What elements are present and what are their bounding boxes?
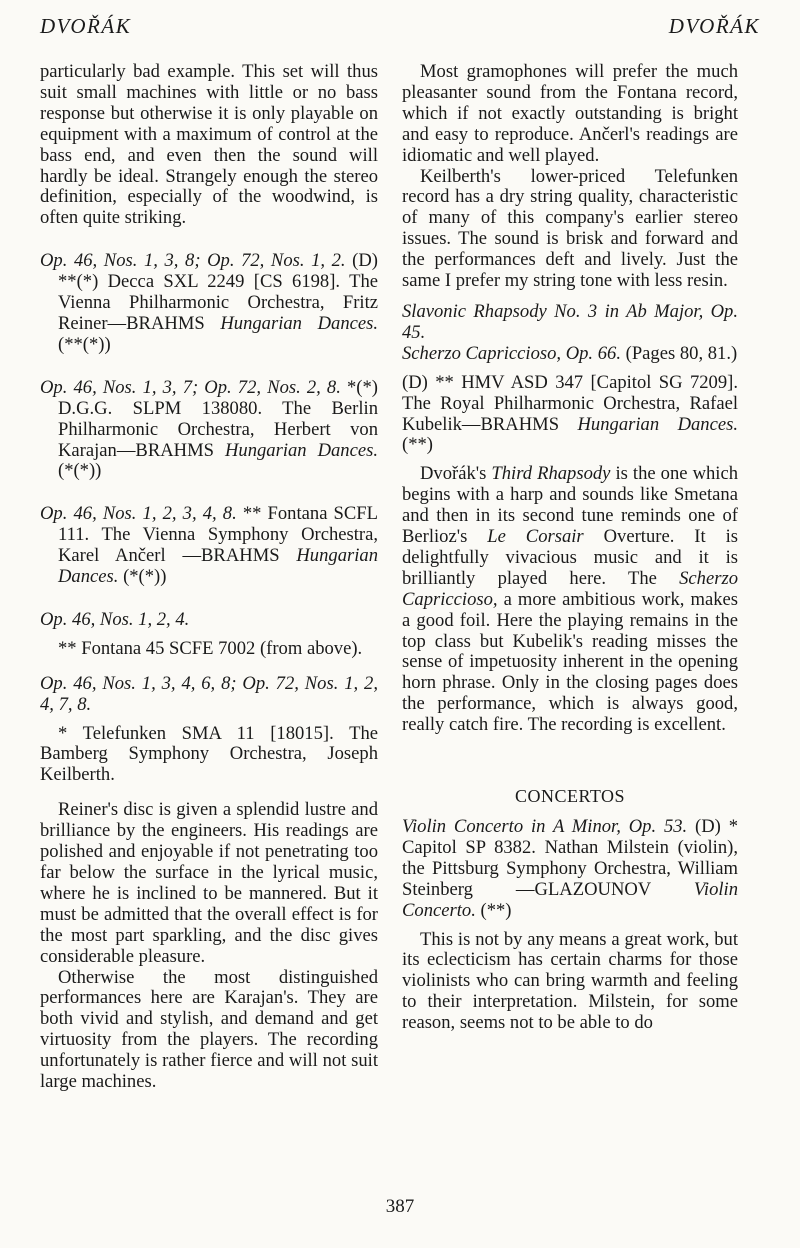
review-paragraph-karajan: Otherwise the most distinguished performances here are Karajan's. They are both vivid and stylish, and demand and get virtuosity from the players. The recording unfortunately is rather fierce and will not suit large machines. [40,966,378,1093]
entry-rating: (*(*)) [58,460,102,482]
entry-detail: *(*) D.G.G. SLPM 138080. The Berlin Philharmonic Orchestra, Herbert von Karajan—BRAHMS [58,376,378,461]
record-entry-kubelik [402,373,738,457]
text-run-italic: Third Rhapsody [491,463,611,485]
record-entry-ancerl [40,504,378,588]
review-paragraph-fontana: Most gramophones will prefer the much pleasanter sound from the Fontana record, which if not exactly outstanding is bright and easy to reproduce. Ančerl's readings are idiomatic and well played. [402,61,738,166]
entry-rating: (**) [475,899,512,921]
text-run: a more ambitious work, makes a good foil. Here the playing remains in the top class but Kubelik's reading misses the sense of impetuosity inherent in the opening horn phrase. Only in the closing pages does the performance, which is always good, really catch fire. The recording is excellent. [402,588,738,736]
entry-coupling: Hungarian Dances. [58,545,378,588]
right-column [402,62,738,1034]
section-heading-concertos: CONCERTOS [514,786,626,807]
record-entry-title-rhapsody [402,302,738,344]
entry-detail: ** Fontana SCFL 111. The Vienna Symphony Orchestra, Karel Ančerl —BRAHMS [58,503,378,567]
entry-ref: Op. 46, Nos. 1, 3, 8; Op. 72, Nos. 1, 2. [40,250,346,272]
review-paragraph-keilberth: Keilberth's lower-priced Telefunken record has a dry string quality, characteristic of many of this company's earlier stereo issues. The sound is brisk and forward and the performances deft and lively. Just the same I prefer my string tone with less resin. [402,165,738,292]
page-number: 387 [385,1196,415,1217]
running-head-right: DVOŘÁK [668,14,760,38]
record-entry-keilberth: * Telefunken SMA 11 [18015]. The Bamberg Symphony Orchestra, Joseph Keilberth. [40,722,378,786]
entry-ref: Op. 46, Nos. 1, 2, 4. [40,608,190,630]
record-entry-milstein [402,817,738,922]
entry-rating: (**) [402,434,433,456]
text-run: is the one which begins with a harp and sounds like Smetana and then in its second tune reminds one of Berlioz's [402,463,739,548]
record-entry-title-scherzo [402,344,738,365]
record-entry-fontana45: ** Fontana 45 SCFE 7002 (from above). [58,637,363,659]
page-ref: (Pages 80, 81.) [620,342,738,364]
text-run-italic: Le Corsair [487,526,584,548]
record-entry-ref-fontana45 [40,610,378,631]
entry-coupling: Violin Concerto. [402,878,738,921]
record-entry-ref-keilberth [40,674,378,716]
record-entry-reiner [40,251,378,356]
entry-ref: Op. 46, Nos. 1, 3, 7; Op. 72, Nos. 2, 8. [40,376,341,398]
review-paragraph-violin-concerto: This is not by any means a great work, but its eclecticism has certain charms for those violinists who can bring warmth and feeling to their interpretation. Milstein, for some reason, seems not to be able to do [402,928,738,1034]
review-paragraph-rhapsody [402,464,738,736]
entry-coupling: Hungarian Dances. [220,312,379,334]
entry-detail: (D) **(*) Decca SXL 2249 [CS 6198]. The Vienna Philharmonic Orchestra, Fritz Reiner—BRAHMS [58,250,378,334]
text-run-italic: Scherzo Capriccioso, [402,567,738,610]
text-run: Overture. It is delightfully vivacious music and it is brilliantly played here. The [402,526,738,589]
entry-coupling: Hungarian Dances. [224,439,378,461]
entry-ref: Op. 46, Nos. 1, 3, 4, 6, 8; Op. 72, Nos. 1, 2, 4, 7, 8. [40,672,378,715]
entry-detail: (D) ** HMV ASD 347 [Capitol SG 7209]. The Royal Philharmonic Orchestra, Rafael Kubelik—BRAHMS [402,371,738,435]
left-column [40,62,378,1093]
entry-coupling: Hungarian Dances. [577,413,738,435]
text-run: Dvořák's [420,463,492,485]
entry-detail: (D) * Capitol SP 8382. Nathan Milstein (violin), the Pittsburg Symphony Orchestra, William Steinberg —GLAZOUNOV [402,816,739,900]
work-title: Scherzo Capriccioso, Op. 66. [402,342,621,364]
work-title: Violin Concerto in A Minor, Op. 53. [402,816,688,837]
running-head-left: DVOŘÁK [40,14,132,38]
entry-ref: Op. 46, Nos. 1, 2, 3, 4, 8. [40,503,237,525]
paragraph-continued: particularly bad example. This set will thus suit small machines with little or no bass response but otherwise it is only playable on equipment with a maximum of control at the bass end, and even then the sound will hardly be ideal. Strangely enough the stereo definition, especially of the woodwind, is often quite striking. [40,61,378,229]
work-title: Slavonic Rhapsody No. 3 in Ab Major, Op. 45. [402,300,738,343]
entry-rating: (**(*)) [58,333,111,355]
entry-rating: (*(*)) [118,566,167,588]
review-paragraph-reiner: Reiner's disc is given a splendid lustre and brilliance by the engineers. His readings are polished and enjoyable if not penetrating too far below the surface in the lyrical music, where he is inclined to be mannered. But it must be admitted that the overall effect is for the most part sparkling, and the disc gives considerable pleasure. [40,799,378,967]
record-entry-karajan [40,378,378,483]
